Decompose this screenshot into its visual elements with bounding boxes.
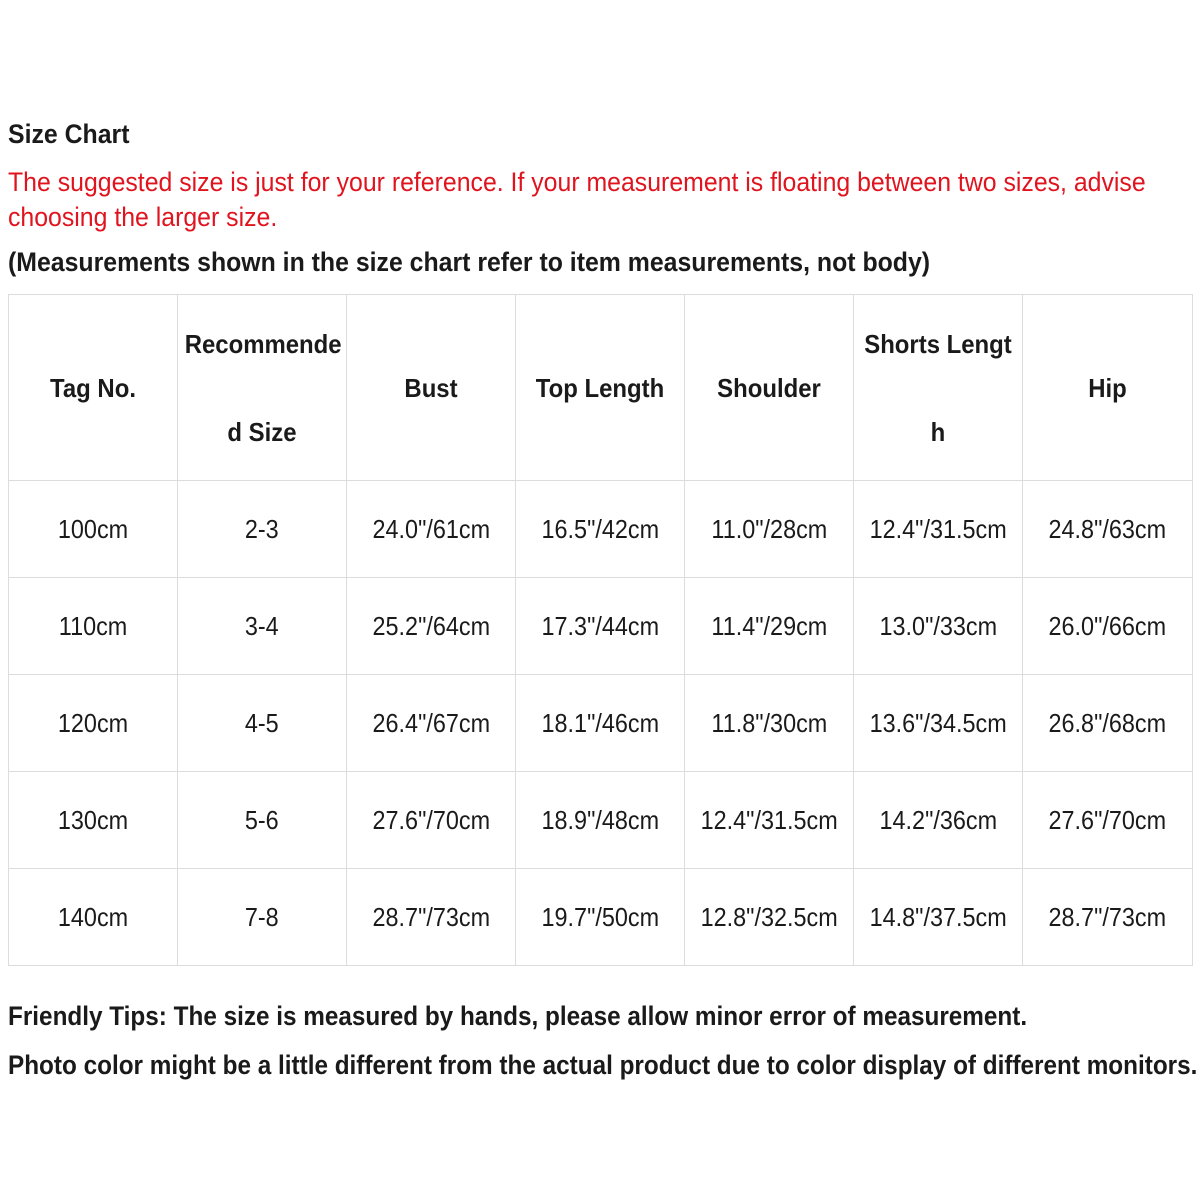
cell-tag: 120cm xyxy=(9,675,178,772)
friendly-tips-line-2: Photo color might be a little different from the actual product due to color display of different monitors. xyxy=(8,1050,1198,1080)
cell-recommended-size: 5-6 xyxy=(178,772,347,869)
friendly-tips xyxy=(8,992,1198,1090)
cell-tag: 140cm xyxy=(9,869,178,966)
header-recommended-size-line-2: d Size xyxy=(227,416,297,447)
header-bust-label: Bust xyxy=(404,372,458,403)
size-chart-document xyxy=(8,112,1198,1090)
header-bust xyxy=(347,295,516,481)
header-hip-label: Hip xyxy=(1088,372,1127,403)
header-top-length xyxy=(516,295,685,481)
friendly-tips-line-1: Friendly Tips: The size is measured by hands, please allow minor error of measurement. xyxy=(8,1001,1028,1031)
header-tag-no xyxy=(9,295,178,481)
cell-bust: 27.6"/70cm xyxy=(347,772,516,869)
cell-shorts-length: 14.2"/36cm xyxy=(854,772,1023,869)
cell-shorts-length: 13.0"/33cm xyxy=(854,578,1023,675)
cell-top-length: 18.1"/46cm xyxy=(516,675,685,772)
header-shoulder-label: Shoulder xyxy=(717,372,821,403)
cell-tag: 110cm xyxy=(9,578,178,675)
cell-shoulder: 12.4"/31.5cm xyxy=(685,772,854,869)
cell-shorts-length: 13.6"/34.5cm xyxy=(854,675,1023,772)
measurement-note: (Measurements shown in the size chart refer to item measurements, not body) xyxy=(8,247,931,277)
cell-shoulder: 12.8"/32.5cm xyxy=(685,869,854,966)
size-notice xyxy=(8,165,1146,235)
cell-top-length: 17.3"/44cm xyxy=(516,578,685,675)
cell-hip: 26.0"/66cm xyxy=(1023,578,1193,675)
header-hip xyxy=(1023,295,1193,481)
cell-bust: 25.2"/64cm xyxy=(347,578,516,675)
table-row xyxy=(9,675,1193,772)
cell-shoulder: 11.8"/30cm xyxy=(685,675,854,772)
cell-recommended-size: 3-4 xyxy=(178,578,347,675)
cell-top-length: 18.9"/48cm xyxy=(516,772,685,869)
cell-hip: 24.8"/63cm xyxy=(1023,481,1193,578)
cell-top-length: 19.7"/50cm xyxy=(516,869,685,966)
header-recommended-size-line-1: Recommende xyxy=(184,328,342,359)
header-recommended-size xyxy=(178,295,347,481)
page-title: Size Chart xyxy=(8,119,130,149)
cell-hip: 26.8"/68cm xyxy=(1023,675,1193,772)
cell-shoulder: 11.4"/29cm xyxy=(685,578,854,675)
header-top-length-label: Top Length xyxy=(535,372,665,403)
cell-hip: 27.6"/70cm xyxy=(1023,772,1193,869)
size-table xyxy=(8,294,1193,966)
table-row xyxy=(9,481,1193,578)
cell-shoulder: 11.0"/28cm xyxy=(685,481,854,578)
table-row xyxy=(9,869,1193,966)
header-tag-no-label: Tag No. xyxy=(50,372,136,403)
table-row xyxy=(9,578,1193,675)
cell-top-length: 16.5"/42cm xyxy=(516,481,685,578)
size-notice-line-1: The suggested size is just for your reference. If your measurement is floating between two sizes, advise xyxy=(8,167,1146,197)
header-shorts-length-line-2: h xyxy=(930,416,946,447)
cell-shorts-length: 12.4"/31.5cm xyxy=(854,481,1023,578)
cell-tag: 130cm xyxy=(9,772,178,869)
cell-recommended-size: 4-5 xyxy=(178,675,347,772)
cell-tag: 100cm xyxy=(9,481,178,578)
cell-hip: 28.7"/73cm xyxy=(1023,869,1193,966)
header-shorts-length-line-1: Shorts Lengt xyxy=(864,328,1012,359)
cell-shorts-length: 14.8"/37.5cm xyxy=(854,869,1023,966)
cell-bust: 26.4"/67cm xyxy=(347,675,516,772)
table-row xyxy=(9,772,1193,869)
cell-bust: 28.7"/73cm xyxy=(347,869,516,966)
cell-recommended-size: 7-8 xyxy=(178,869,347,966)
header-shorts-length xyxy=(854,295,1023,481)
size-notice-line-2: choosing the larger size. xyxy=(8,202,278,232)
table-header-row xyxy=(9,295,1193,481)
cell-bust: 24.0"/61cm xyxy=(347,481,516,578)
header-shoulder xyxy=(685,295,854,481)
cell-recommended-size: 2-3 xyxy=(178,481,347,578)
